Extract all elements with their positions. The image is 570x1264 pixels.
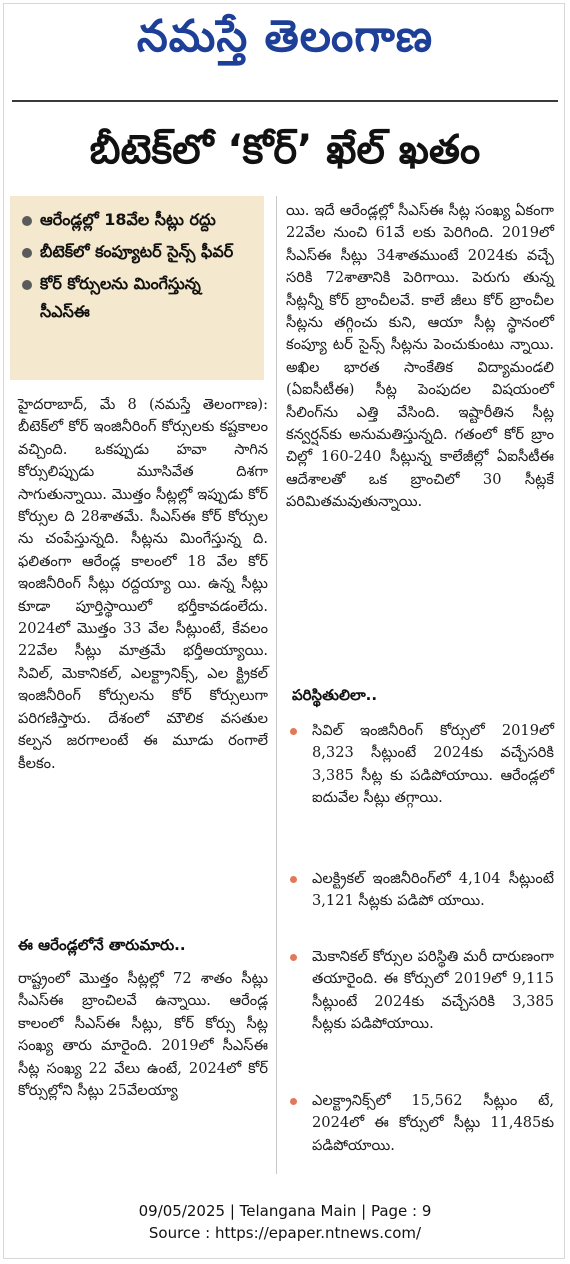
column-2-subhead: పరిస్థితులిలా.. xyxy=(292,686,378,704)
newspaper-masthead: నమస్తే తెలంగాణ xyxy=(136,11,434,62)
bullet-icon xyxy=(290,1098,297,1105)
bullet-icon xyxy=(290,954,297,961)
highlight-item xyxy=(20,270,256,326)
stat-bullet xyxy=(286,868,554,913)
stat-bullet xyxy=(286,720,554,810)
highlight-item xyxy=(20,206,256,234)
bullet-icon xyxy=(290,728,297,735)
column-1-intro xyxy=(18,394,268,775)
article-headline: బీటెక్‌లో ‘కోర్‌’ ఖేల్‌ ఖతం xyxy=(89,127,481,173)
bullet-icon xyxy=(22,248,32,258)
highlight-text: బీటెక్‌లో కంప్యూటర్‌ సైన్స్‌ ఫీవర్‌ xyxy=(40,242,234,261)
body-paragraph: రాష్ట్రంలో మొత్తం సీట్లల్లో 72 శాతం సీట్లు సీఎస్‌ఈ బ్రాంచిలవే ఉన్నాయి. ఆరేండ్ల కాలంలో సీఎస్‌ఈ సీట్లు, కోర్‌ కోర్సు సీట్ల సంఖ్య తారు మారైంది. 2019లో సీఎస్‌ఈ సీట్ల సంఖ్య 22 వేలు ఉంటే, 2024లో కోర్‌ కోర్సుల్లోని సీట్లు 25వేలయ్యా xyxy=(18,970,268,1100)
stat-text: మెకానికల్‌ కోర్సుల పరిస్థితి మరీ దారుణంగా తయారైంది. ఈ కోర్సులో 2019లో 9,115 సీట్లుంటే 2024కు వచ్చేసరికి 3,385 సీట్లకు పడిపోయాయి. xyxy=(312,948,554,1033)
footer-source-link[interactable]: Source : https://epaper.ntnews.com/ xyxy=(148,1224,422,1242)
intro-paragraph: హైదరాబాద్‌, మే 8 (నమస్తే తెలంగాణ): బీటెక్‌లో కోర్‌ ఇంజినీరింగ్‌ కోర్సులకు కష్టకాలం వచ్చింది. ఒకప్పుడు హవా సాగిన కోర్సులిప్పుడు మూసివేత దిశగా సాగుతున్నాయి. మొత్తం సీట్లల్లో ఇప్పుడు కోర్‌ కోర్సుల ది 28శాతమే. సీఎస్‌ఈ కోర్‌ కోర్సుల ను చంపేస్తున్నది. సీట్లను మింగేస్తున్న ది. ఫలితంగా ఆరేండ్ల కాలంలో 18 వేల కోర్‌ ఇంజినీరింగ్‌ సీట్లు రద్దయ్యా యి. ఉన్న సీట్లు కూడా పూర్తిస్థాయిలో భర్తీకావడంలేదు. 2024లో మొత్తం 33 వేల సీట్లుంటే, కేవలం 22వేల సీట్లు మాత్రమే భర్తీఅయ్యాయి. సివిల్‌, మెకానికల్‌, ఎలక్ట్రానిక్స్‌, ఎల క్ట్రికల్‌ ఇంజినీరింగ్‌ కోర్సులను కోర్‌ కోర్సులుగా పరిగణిస్తారు. దేశంలో మౌలిక వసతుల కల్పన జరగాలంటే ఈ మూడు రంగాలే కీలకం. xyxy=(18,396,268,772)
bullet-icon xyxy=(22,280,32,290)
stat-bullet xyxy=(286,1090,554,1157)
stat-text: ఎలక్ట్రికల్‌ ఇంజినీరింగ్‌లో 4,104 సీట్లుంటే 3,121 సీట్లకు పడిపో యాయి. xyxy=(312,870,554,910)
footer-date-line: 09/05/2025 | Telangana Main | Page : 9 xyxy=(138,1202,432,1220)
highlight-text: కోర్‌ కోర్సులను మింగేస్తున్న సీఎస్‌ఈ xyxy=(40,274,201,321)
highlight-text: ఆరేండ్లల్లో 18వేల సీట్లు రద్దు xyxy=(40,210,216,229)
stat-bullet xyxy=(286,946,554,1036)
bullet-icon xyxy=(290,876,297,883)
stat-text: సివిల్‌ ఇంజినీరింగ్‌ కోర్సులో 2019లో 8,323 సీట్లుంటే 2024కు వచ్చేసరికి 3,385 సీట్ల కు పడిపోయాయి. ఆరేండ్లలో ఐదువేల సీట్లు తగ్గాయి. xyxy=(312,722,554,807)
highlight-item xyxy=(20,238,256,266)
column-1-subhead: ఈ ఆరేండ్లలోనే తారుమారు.. xyxy=(18,936,186,954)
masthead-rule xyxy=(12,100,558,102)
body-paragraph: యి. ఇదే ఆరేండ్లల్లో సీఎస్‌ఈ సీట్ల సంఖ్య ఏకంగా 22వేల నుంచి 61వే లకు పెరిగింది. 2019లో సీఎస్‌ఈ సీట్లు 34శాతముంటే 2024కు వచ్చే సరికి 72శాతానికి పెరిగాయి. పెరుగు తున్న సీట్లన్నీ కోర్‌ బ్రాంచీలవే. కాలే జీలు కోర్‌ బ్రాంచీల సీట్లను తగ్గించు కుని, ఆయా సీట్ల స్థానంలో కంప్యూ టర్‌ సైన్స్‌ సీట్లను పెంచుకుంటు న్నాయి. అఖిల భారత సాంకేతిక విద్యామండలి (ఏఐసీటీఈ) సీట్ల పెంపుదల విషయంలో సీలింగ్‌ను ఎత్తి వేసింది. ఇష్టారీతిన సీట్ల కన్వర్షన్‌కు అనుమతిస్తున్నది. గతంలో కోర్‌ బ్రాం చిల్లో 160-240 సీట్లున్న కాలేజీల్లో ఏఐసీటీఈ ఆదేశాలతో ఒక బ్రాంచిలో 30 సీట్లకే పరిమితమవుతున్నాయి. xyxy=(286,202,554,511)
bullet-icon xyxy=(22,216,32,226)
column-divider xyxy=(276,196,277,1174)
stat-text: ఎలక్ట్రానిక్స్‌లో 15,562 సీట్లుం టే, 2024లో ఈ కోర్సులో సీట్లు 11,485కు పడిపోయాయి. xyxy=(312,1092,554,1154)
column-1-body xyxy=(18,968,268,1102)
column-2-body xyxy=(286,200,554,514)
highlights-box xyxy=(10,196,264,380)
